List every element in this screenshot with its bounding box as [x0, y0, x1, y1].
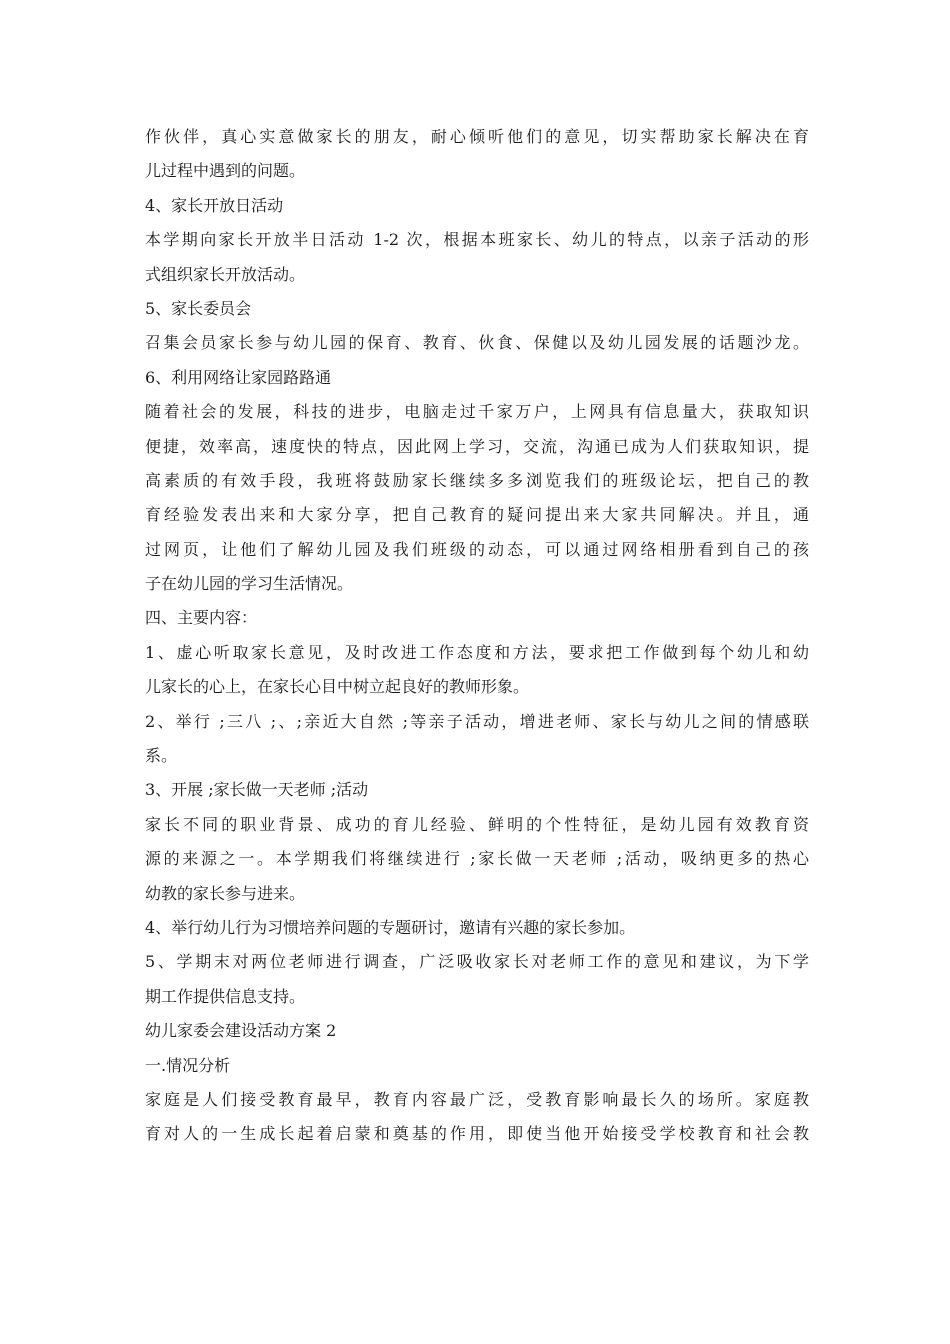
- text-line: 作伙伴，真心实意做家长的朋友，耐心倾听他们的意见，切实帮助家长解决在育: [145, 127, 809, 146]
- document-body: [145, 120, 809, 1152]
- text-line: 式组织家长开放活动。: [145, 264, 306, 284]
- text-line: 6、利用网络让家园路路通: [145, 367, 332, 387]
- text-line: 便捷，效率高，速度快的特点，因此网上学习，交流，沟通已成为人们获取知识，提: [145, 436, 809, 456]
- text-line: 育对人的一生成长起着启蒙和奠基的作用，即使当他开始接受学校教育和社会教: [145, 1124, 809, 1144]
- text-line: 系。: [145, 746, 178, 766]
- text-line: 高素质的有效手段，我班将鼓励家长继续多多浏览我们的班级论坛，把自己的教: [145, 470, 809, 490]
- text-line: 家长不同的职业背景、成功的育儿经验、鲜明的个性特征，是幼儿园有效教育资: [145, 814, 809, 834]
- text-line: 本学期向家长开放半日活动 1-2 次，根据本班家长、幼儿的特点，以亲子活动的形: [145, 230, 809, 250]
- text-line: 2、举行 ;三八 ;、;亲近大自然 ;等亲子活动，增进老师、家长与幼儿之间的情感联: [145, 711, 809, 731]
- text-line: 四、主要内容：: [145, 608, 258, 628]
- text-line: 源的来源之一。本学期我们将继续进行 ;家长做一天老师 ;活动，吸纳更多的热心: [145, 849, 809, 869]
- text-line: 4、举行幼儿行为习惯培养问题的专题研讨，邀请有兴趣的家长参加。: [145, 917, 636, 937]
- text-line: 1、虚心听取家长意见，及时改进工作态度和方法，要求把工作做到每个幼儿和幼: [145, 642, 809, 662]
- text-line: 幼儿家委会建设活动方案 2: [145, 1021, 337, 1041]
- text-line: 过网页，让他们了解幼儿园及我们班级的动态，可以通过网络相册看到自己的孩: [145, 539, 809, 559]
- text-line: 儿过程中遇到的问题。: [145, 161, 306, 181]
- text-line: 期工作提供信息支持。: [145, 986, 306, 1006]
- text-line: 5、家长委员会: [145, 298, 252, 318]
- text-line: 一.情况分析: [145, 1055, 231, 1075]
- text-line: 子在幼儿园的学习生活情况。: [145, 574, 354, 594]
- text-line: 召集会员家长参与幼儿园的保育、教育、伙食、保健以及幼儿园发展的话题沙龙。: [145, 333, 809, 353]
- text-line: 幼教的家长参与进来。: [145, 883, 306, 903]
- text-line: 3、开展 ;家长做一天老师 ;活动: [145, 780, 369, 800]
- text-line: 家庭是人们接受教育最早，教育内容最广泛，受教育影响最长久的场所。家庭教: [145, 1089, 809, 1109]
- text-line: 随着社会的发展，科技的进步，电脑走过千家万户，上网具有信息量大，获取知识: [145, 402, 809, 422]
- text-line: 5、学期末对两位老师进行调查，广泛吸收家长对老师工作的意见和建议，为下学: [145, 952, 809, 972]
- text-line: 儿家长的心上，在家长心目中树立起良好的教师形象。: [145, 677, 530, 697]
- text-line: 4、家长开放日活动: [145, 195, 284, 215]
- text-line: 育经验发表出来和大家分享，把自己教育的疑问提出来大家共同解决。并且，通: [145, 505, 809, 525]
